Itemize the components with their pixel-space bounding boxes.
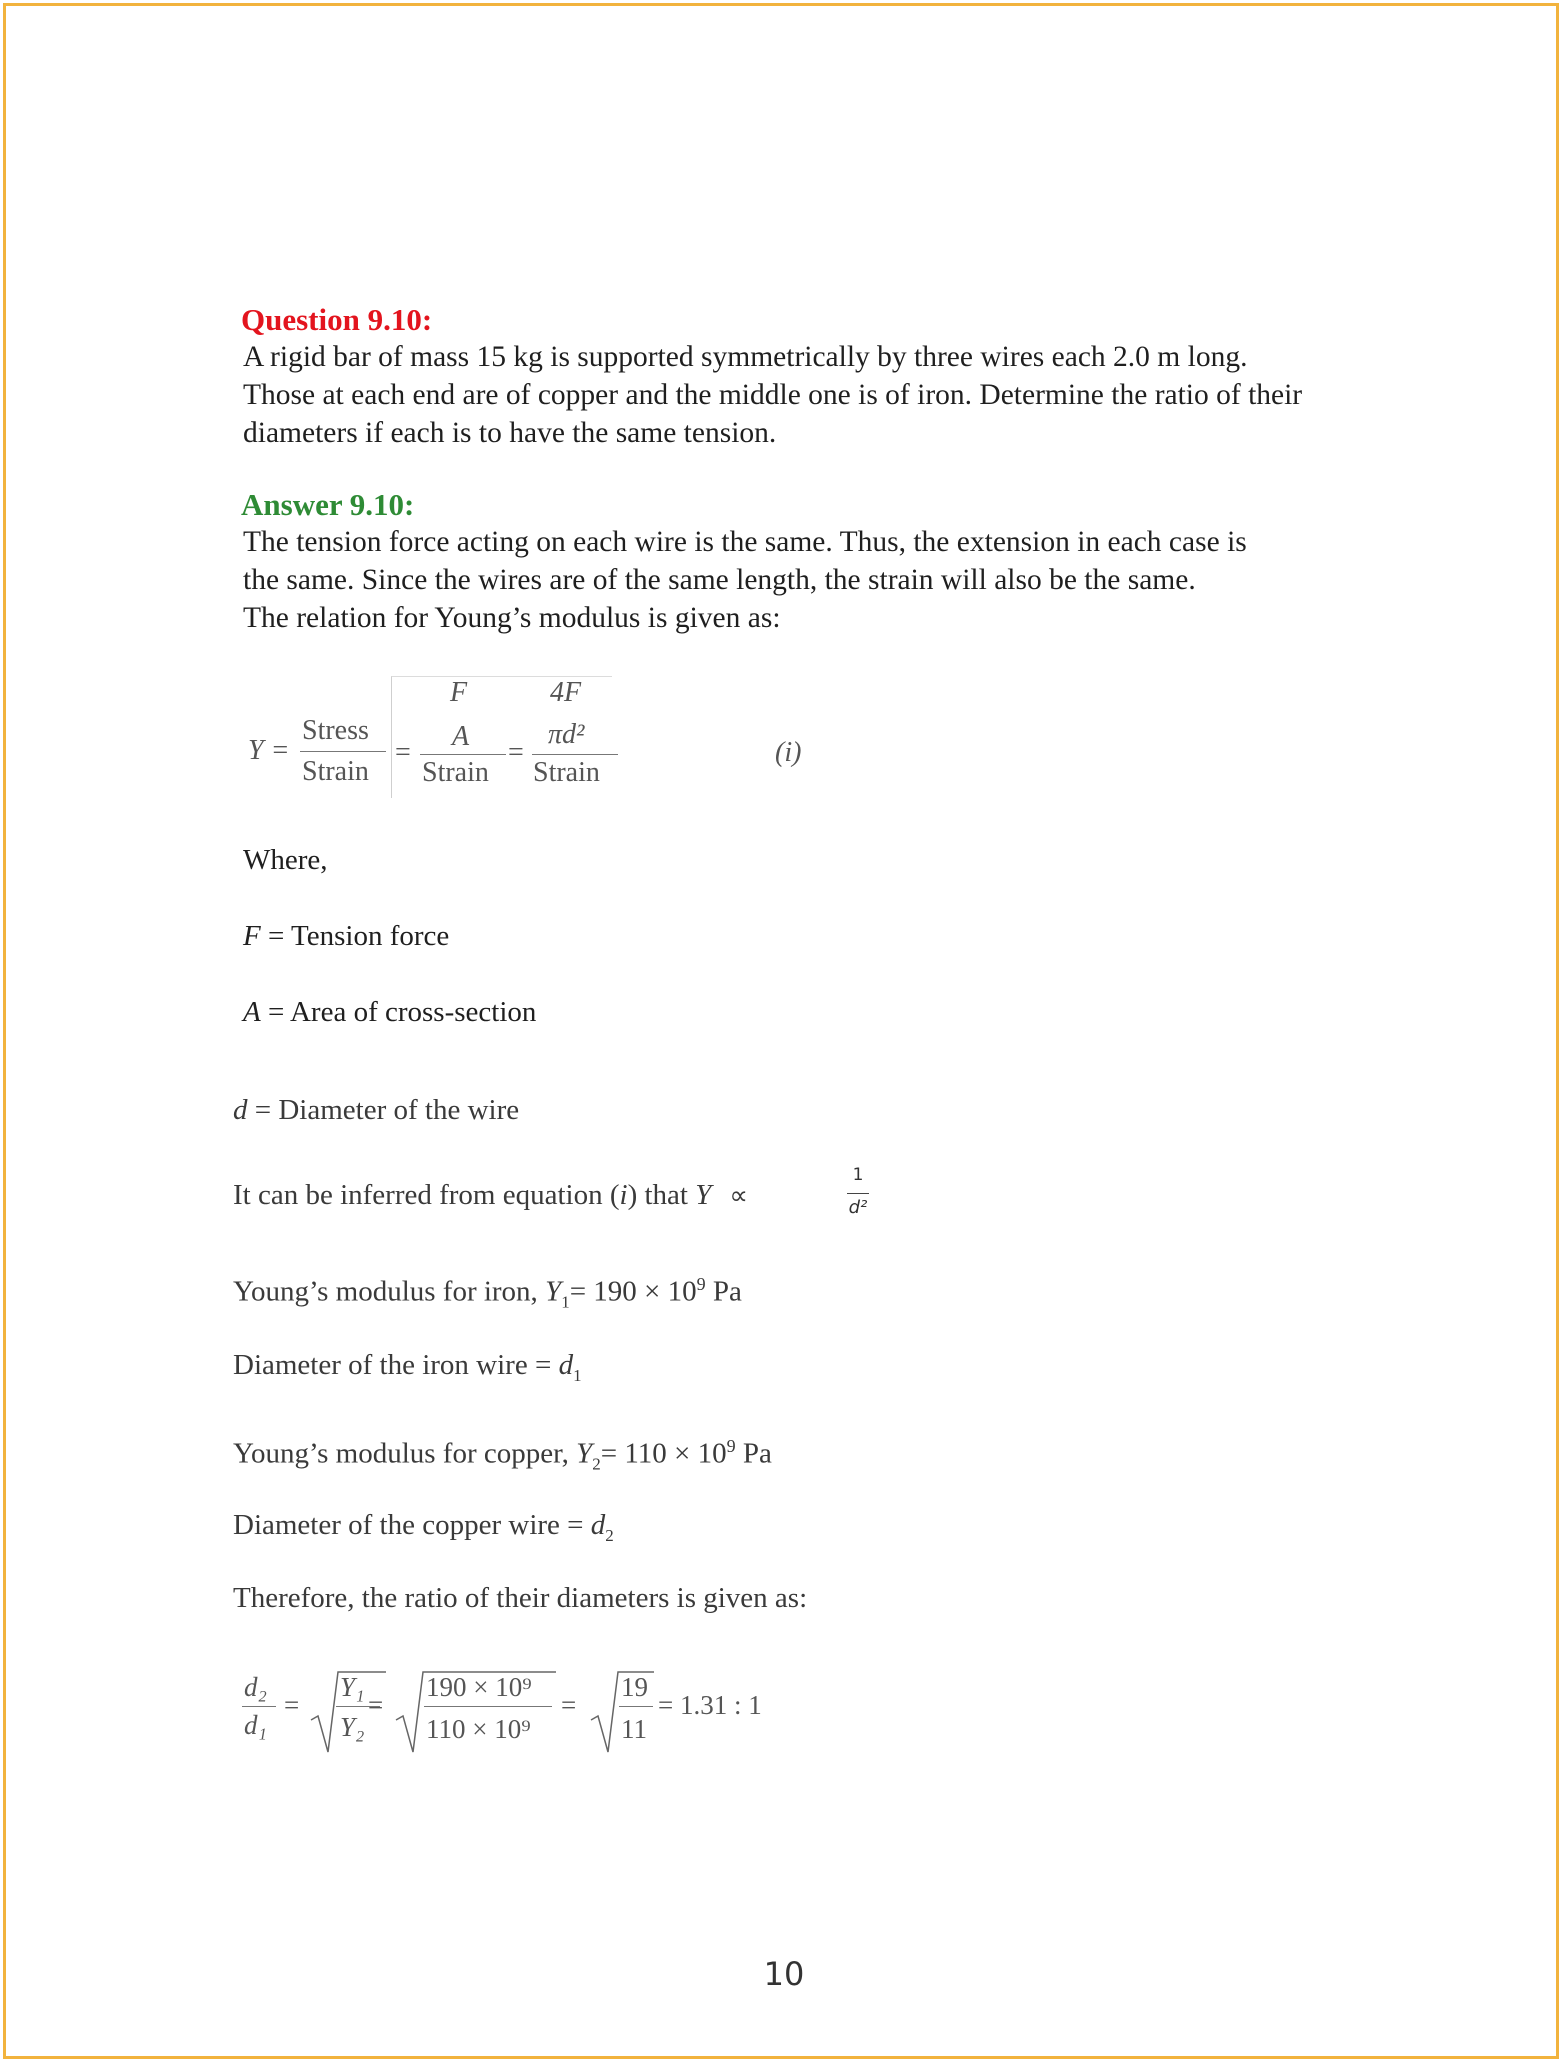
eq-equals: = bbox=[284, 1690, 300, 1720]
symbol-a: A bbox=[243, 996, 261, 1028]
question-text bbox=[243, 338, 1383, 452]
value-text: Diameter of the copper wire = bbox=[233, 1509, 591, 1541]
symbol-d: d bbox=[233, 1094, 248, 1126]
equation-label: (i) bbox=[775, 737, 802, 768]
ratio-d1: d₁ bbox=[244, 1710, 267, 1740]
fraction-bar bbox=[847, 1193, 869, 1194]
definition-diameter bbox=[233, 1092, 519, 1128]
subscript: 1 bbox=[573, 1365, 582, 1385]
eq-equals: = bbox=[395, 737, 411, 768]
symbol-f: F bbox=[243, 920, 261, 952]
youngs-modulus-equation bbox=[240, 670, 860, 800]
proportional-symbol: ∝ bbox=[729, 1181, 748, 1211]
ratio-110: 110 × 10⁹ bbox=[426, 1714, 531, 1744]
copper-modulus-line bbox=[233, 1428, 772, 1482]
value-text: Young’s modulus for copper, bbox=[233, 1437, 577, 1470]
ratio-result: = 1.31 : 1 bbox=[658, 1690, 762, 1720]
value-number: = 110 × 10 bbox=[600, 1437, 727, 1470]
eq-area: A bbox=[452, 721, 470, 752]
inverse-d-squared-fraction bbox=[843, 1165, 873, 1227]
eq-strain: Strain bbox=[533, 757, 600, 788]
ratio-11: 11 bbox=[621, 1714, 647, 1744]
page-number: 10 bbox=[763, 1955, 805, 1993]
inference-line bbox=[233, 1177, 748, 1214]
eq-strain: Strain bbox=[422, 757, 489, 788]
eq-stress: Stress bbox=[302, 715, 369, 746]
fraction-bar bbox=[619, 1706, 653, 1707]
unit: Pa bbox=[735, 1437, 772, 1470]
ratio-intro-line: Therefore, the ratio of their diameters is given as: bbox=[233, 1582, 808, 1614]
fraction-numerator: 1 bbox=[852, 1165, 864, 1185]
ratio-190: 190 × 10⁹ bbox=[426, 1672, 532, 1702]
fraction-bar bbox=[300, 751, 386, 752]
exponent: 9 bbox=[726, 1436, 736, 1456]
question-line: A rigid bar of mass 15 kg is supported symmetrically by three wires each 2.0 m long. bbox=[243, 341, 1248, 373]
eq-strain: Strain bbox=[302, 756, 369, 787]
definition-force bbox=[243, 918, 449, 954]
answer-line: The relation for Young’s modulus is given as: bbox=[243, 602, 781, 634]
definition-text: = Area of cross-section bbox=[260, 996, 537, 1028]
answer-line: The tension force acting on each wire is the same. Thus, the extension in each case is bbox=[243, 526, 1247, 558]
eq-lhs: Y = bbox=[248, 735, 290, 766]
symbol-y2: Y bbox=[576, 1437, 593, 1470]
eq-equals: = bbox=[561, 1690, 577, 1720]
eq-equals: = bbox=[508, 737, 524, 768]
value-text: Young’s modulus for iron, bbox=[233, 1275, 546, 1308]
symbol-d2: d bbox=[590, 1509, 606, 1541]
fraction-bar bbox=[532, 754, 618, 755]
fraction-bar bbox=[242, 1706, 276, 1707]
exponent: 9 bbox=[696, 1274, 706, 1294]
eq-4f: 4F bbox=[550, 677, 582, 708]
fraction-denominator: d² bbox=[848, 1197, 868, 1218]
copper-diameter-line bbox=[233, 1507, 614, 1554]
eq-pi-d2: πd² bbox=[548, 719, 585, 750]
ratio-y2: Y₂ bbox=[340, 1712, 365, 1742]
definition-text: = Diameter of the wire bbox=[247, 1094, 520, 1126]
iron-modulus-line bbox=[233, 1266, 742, 1320]
inference-text: It can be inferred from equation ( bbox=[233, 1179, 620, 1211]
answer-text bbox=[243, 523, 1383, 637]
question-line: diameters if each is to have the same tension. bbox=[243, 417, 777, 449]
fraction-bar bbox=[424, 1706, 552, 1707]
definition-text: = Tension force bbox=[260, 920, 450, 952]
definition-area bbox=[243, 994, 536, 1030]
diameter-ratio-equation bbox=[236, 1660, 796, 1770]
symbol-d1: d bbox=[558, 1349, 574, 1381]
ratio-d2: d₂ bbox=[244, 1672, 267, 1702]
where-text: Where, bbox=[243, 844, 328, 876]
ratio-19: 19 bbox=[621, 1672, 648, 1702]
question-line: Those at each end are of copper and the middle one is of iron. Determine the ratio of their bbox=[243, 379, 1303, 411]
inference-text: ) that bbox=[627, 1179, 696, 1211]
value-number: = 190 × 10 bbox=[569, 1275, 697, 1308]
unit: Pa bbox=[705, 1275, 742, 1308]
inference-eq-ref: i bbox=[619, 1179, 628, 1211]
iron-diameter-line bbox=[233, 1347, 582, 1394]
question-heading: Question 9.10: bbox=[241, 302, 433, 337]
subscript: 2 bbox=[592, 1454, 601, 1474]
symbol-y: Y bbox=[695, 1179, 712, 1211]
ratio-y1: Y₁ bbox=[340, 1672, 365, 1702]
eq-force: F bbox=[450, 677, 468, 708]
value-text: Diameter of the iron wire = bbox=[233, 1349, 559, 1381]
symbol-y1: Y bbox=[545, 1275, 562, 1308]
answer-line: the same. Since the wires are of the same length, the strain will also be the same. bbox=[243, 564, 1196, 596]
subscript: 2 bbox=[605, 1525, 614, 1545]
subscript: 1 bbox=[561, 1292, 570, 1312]
fraction-bar bbox=[420, 754, 506, 755]
answer-heading: Answer 9.10: bbox=[241, 487, 415, 522]
eq-equals: = bbox=[368, 1690, 384, 1720]
